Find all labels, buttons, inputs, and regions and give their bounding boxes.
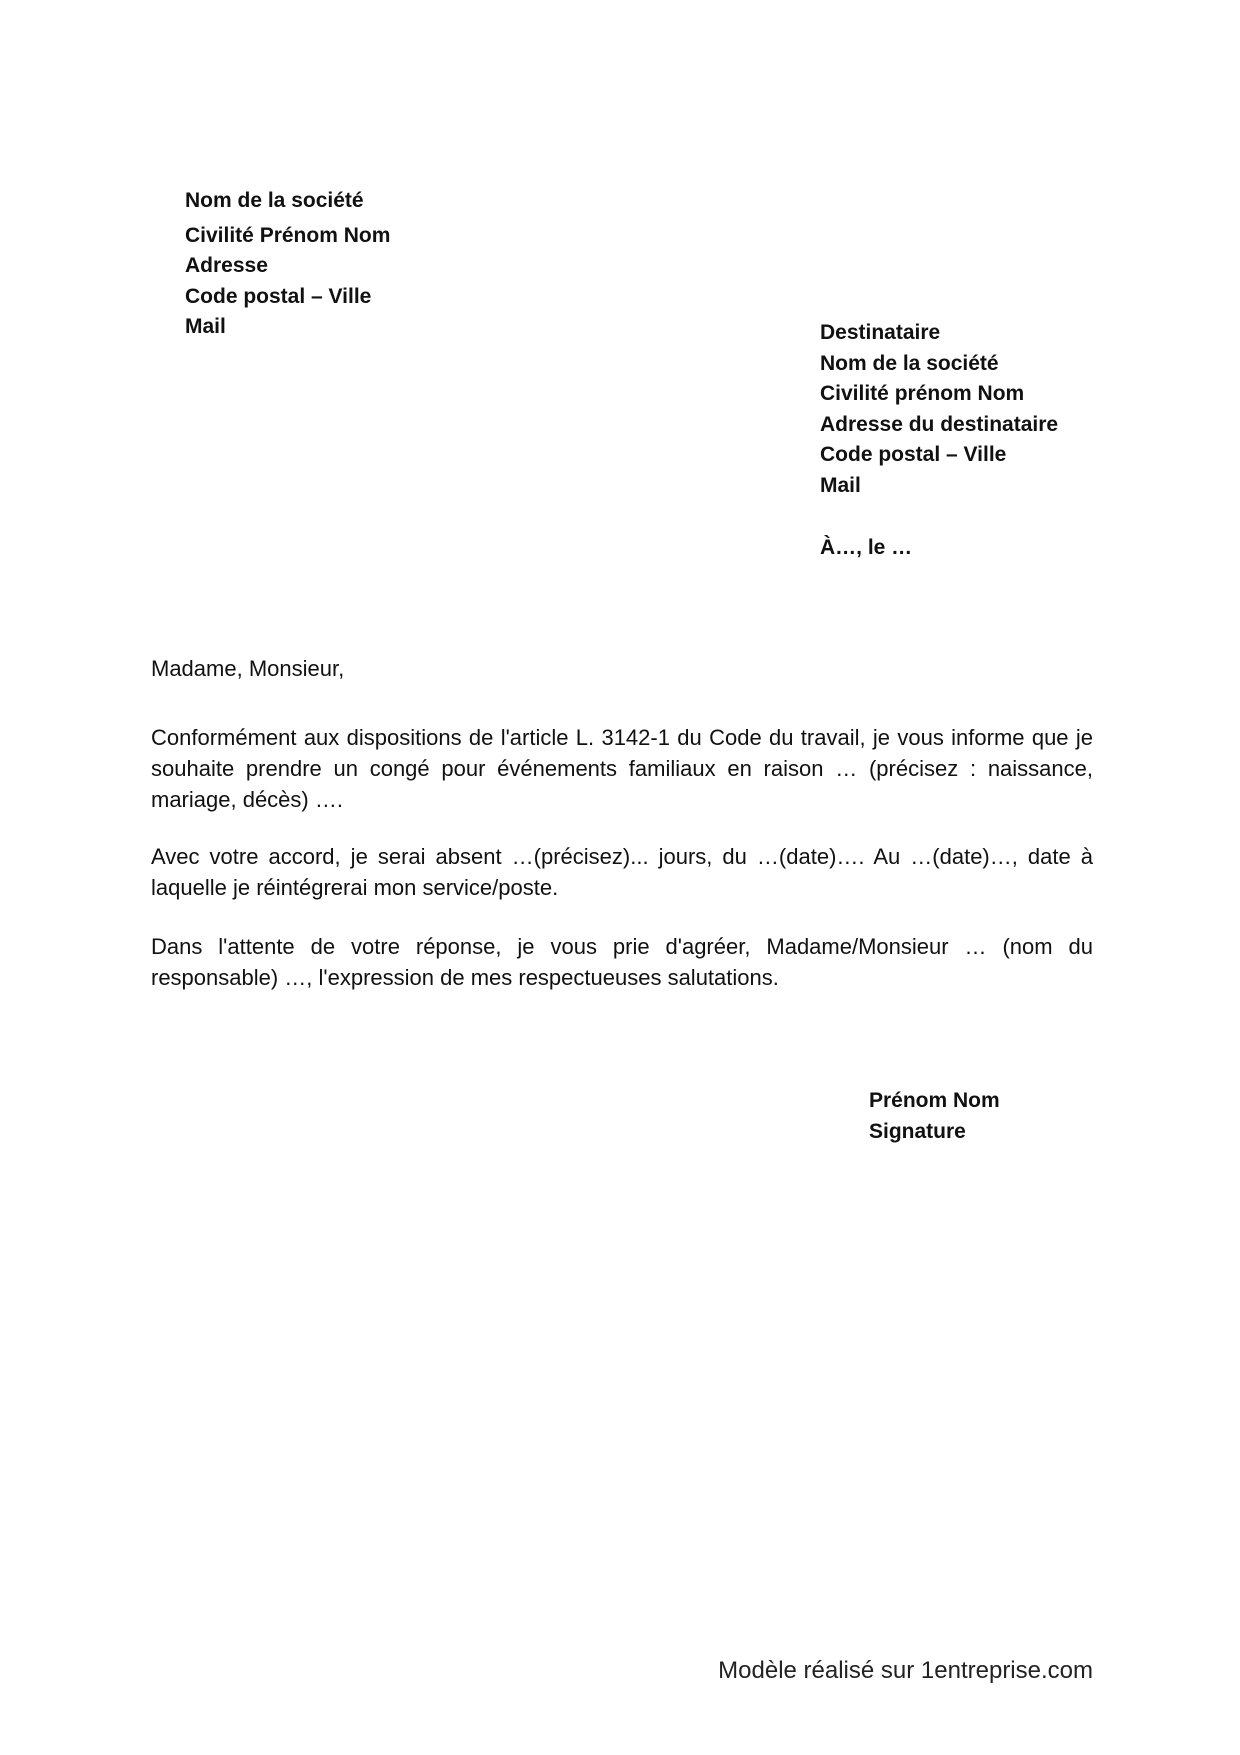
recipient-company: Nom de la société bbox=[820, 351, 999, 375]
body-paragraph-1: Conformément aux dispositions de l'article L. 3142-1 du Code du travail, je vous informe que je souhaite prendre un congé pour événements familiaux en raison … (précisez : naissance, mariage, décès) …. bbox=[151, 725, 1093, 812]
place-and-date: À…, le … bbox=[820, 536, 913, 559]
recipient-address: Adresse du destinataire bbox=[820, 412, 1059, 436]
signature-name: Prénom Nom bbox=[869, 1089, 1000, 1112]
signature-label: Signature bbox=[869, 1119, 966, 1143]
footer-credit: Modèle réalisé sur 1entreprise.com bbox=[718, 1657, 1093, 1684]
body-paragraph-3: Dans l'attente de votre réponse, je vous prie d'agréer, Madame/Monsieur … (nom du responsable) …, l'expression de mes respectueuses salutations. bbox=[151, 934, 1093, 990]
sender-name: Civilité Prénom Nom bbox=[185, 223, 391, 247]
sender-company: Nom de la société bbox=[185, 189, 364, 212]
body-paragraph-2: Avec votre accord, je serai absent …(précisez)... jours, du …(date)…. Au …(date)…, date à laquelle je réintégrerai mon service/poste. bbox=[151, 844, 1093, 900]
salutation: Madame, Monsieur, bbox=[151, 656, 345, 681]
sender-address-block bbox=[185, 186, 390, 343]
sender-postal-city: Code postal – Ville bbox=[185, 284, 372, 308]
recipient-mail: Mail bbox=[820, 473, 861, 497]
sender-mail: Mail bbox=[185, 315, 226, 338]
recipient-address-block bbox=[820, 318, 1058, 501]
signature-block bbox=[869, 1086, 1000, 1147]
recipient-name: Civilité prénom Nom bbox=[820, 382, 1025, 405]
sender-address: Adresse bbox=[185, 254, 268, 277]
recipient-heading: Destinataire bbox=[820, 321, 941, 344]
recipient-postal-city: Code postal – Ville bbox=[820, 443, 1007, 466]
